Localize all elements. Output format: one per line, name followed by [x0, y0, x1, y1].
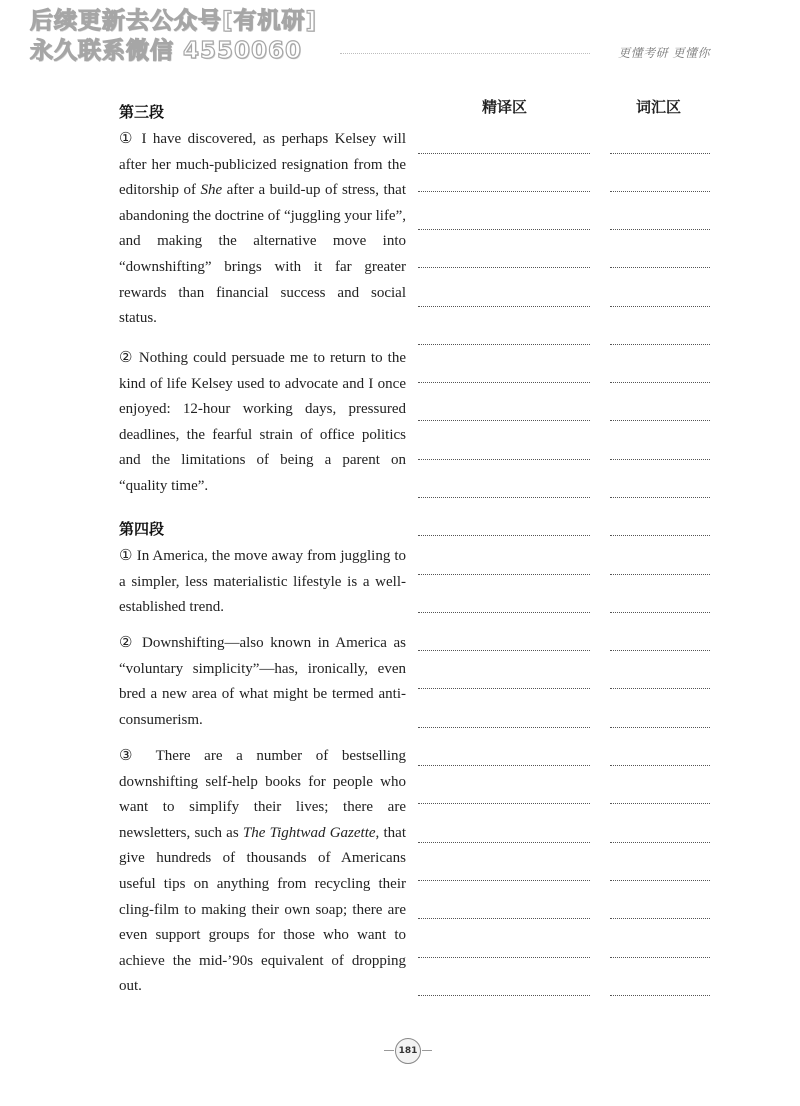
- vocabulary-line: [610, 688, 710, 689]
- watermark-line-2: 永久联系微信 4550060: [30, 38, 303, 64]
- vocabulary-line: [610, 918, 710, 919]
- translation-line: [418, 612, 590, 613]
- vocabulary-line: [610, 574, 710, 575]
- translation-column-heading: 精译区: [482, 98, 528, 116]
- vocabulary-line: [610, 153, 710, 154]
- vocabulary-line: [610, 306, 710, 307]
- translation-line: [418, 306, 590, 307]
- translation-line: [418, 842, 590, 843]
- translation-line: [418, 344, 590, 345]
- translation-line: [418, 382, 590, 383]
- vocabulary-line: [610, 459, 710, 460]
- translation-line: [418, 229, 590, 230]
- paragraph-text: Downshifting—also known in America as “voluntary simplicity”—has, ironically, even bred a new area of what might be termed anti-consumerism.: [119, 635, 406, 728]
- paragraph-4-3: [119, 744, 406, 1000]
- header-divider: [340, 53, 590, 54]
- paragraph-text: I have discovered, as perhaps Kelsey will after her much-publicized resignation from the editorship of: [119, 131, 406, 199]
- translation-line: [418, 650, 590, 651]
- paragraph-3-2: [119, 346, 406, 500]
- translation-line: [418, 727, 590, 728]
- paragraph-4-1: [119, 544, 406, 621]
- vocabulary-line: [610, 880, 710, 881]
- translation-line: [418, 153, 590, 154]
- vocabulary-line: [610, 382, 710, 383]
- paragraph-number: ①: [119, 548, 133, 564]
- translation-line: [418, 995, 590, 996]
- translation-line: [418, 765, 590, 766]
- translation-line: [418, 191, 590, 192]
- vocabulary-line: [610, 344, 710, 345]
- translation-line: [418, 880, 590, 881]
- vocabulary-line: [610, 803, 710, 804]
- vocabulary-line: [610, 267, 710, 268]
- translation-line: [418, 267, 590, 268]
- vocabulary-line: [610, 650, 710, 651]
- paragraph-text: , that give hundreds of thousands of Americans useful tips on anything from recycling their cling-film to making their own soap; there are even support groups for those who want to achieve the mid-’90s equivalent of dropping out.: [119, 824, 406, 995]
- vocabulary-line: [610, 191, 710, 192]
- vocabulary-line: [610, 229, 710, 230]
- translation-line: [418, 803, 590, 804]
- translation-line: [418, 420, 590, 421]
- paragraph-number: ③: [119, 748, 143, 764]
- translation-line: [418, 957, 590, 958]
- paragraph-number: ②: [119, 350, 134, 366]
- italic-title: The Tightwad Gazette: [242, 824, 376, 841]
- translation-line: [418, 497, 590, 498]
- translation-line: [418, 918, 590, 919]
- vocabulary-line: [610, 497, 710, 498]
- vocabulary-line: [610, 612, 710, 613]
- section-title-4: 第四段: [119, 520, 165, 538]
- vocabulary-line: [610, 765, 710, 766]
- translation-line: [418, 535, 590, 536]
- page-number: 181: [395, 1038, 421, 1064]
- paragraph-text: There are a number of bestselling downshifting self-help books for people who want to simplify their lives; there are newsletters, such as: [119, 748, 406, 841]
- translation-line: [418, 459, 590, 460]
- paragraph-number: ①: [119, 131, 136, 147]
- vocabulary-line: [610, 842, 710, 843]
- paragraph-text: after a build-up of stress, that abandoning the doctrine of “juggling your life”, and making the alternative move into “downshifting” brings with it far greater rewards than financial success and social status.: [119, 182, 406, 327]
- paragraph-text: Nothing could persuade me to return to the kind of life Kelsey used to advocate and I once enjoyed: 12-hour working days, pressured deadlines, the fearful strain of office politics and the limitations of being a parent on “quality time”.: [119, 350, 406, 494]
- vocabulary-line: [610, 957, 710, 958]
- italic-title: She: [200, 182, 223, 199]
- vocabulary-line: [610, 995, 710, 996]
- section-title-3: 第三段: [119, 103, 165, 121]
- translation-line: [418, 688, 590, 689]
- paragraph-text: In America, the move away from juggling to a simpler, less materialistic lifestyle is a well-established trend.: [119, 548, 406, 616]
- vocabulary-line: [610, 535, 710, 536]
- vocabulary-line: [610, 420, 710, 421]
- vocabulary-column-heading: 词汇区: [636, 98, 682, 116]
- paragraph-4-2: [119, 631, 406, 733]
- translation-line: [418, 574, 590, 575]
- watermark-line-1: 后续更新去公众号[有机研]: [30, 8, 318, 34]
- vocabulary-line: [610, 727, 710, 728]
- header-slogan: 更懂考研 更懂你: [618, 46, 710, 60]
- paragraph-number: ②: [119, 635, 136, 651]
- paragraph-3-1: [119, 127, 406, 332]
